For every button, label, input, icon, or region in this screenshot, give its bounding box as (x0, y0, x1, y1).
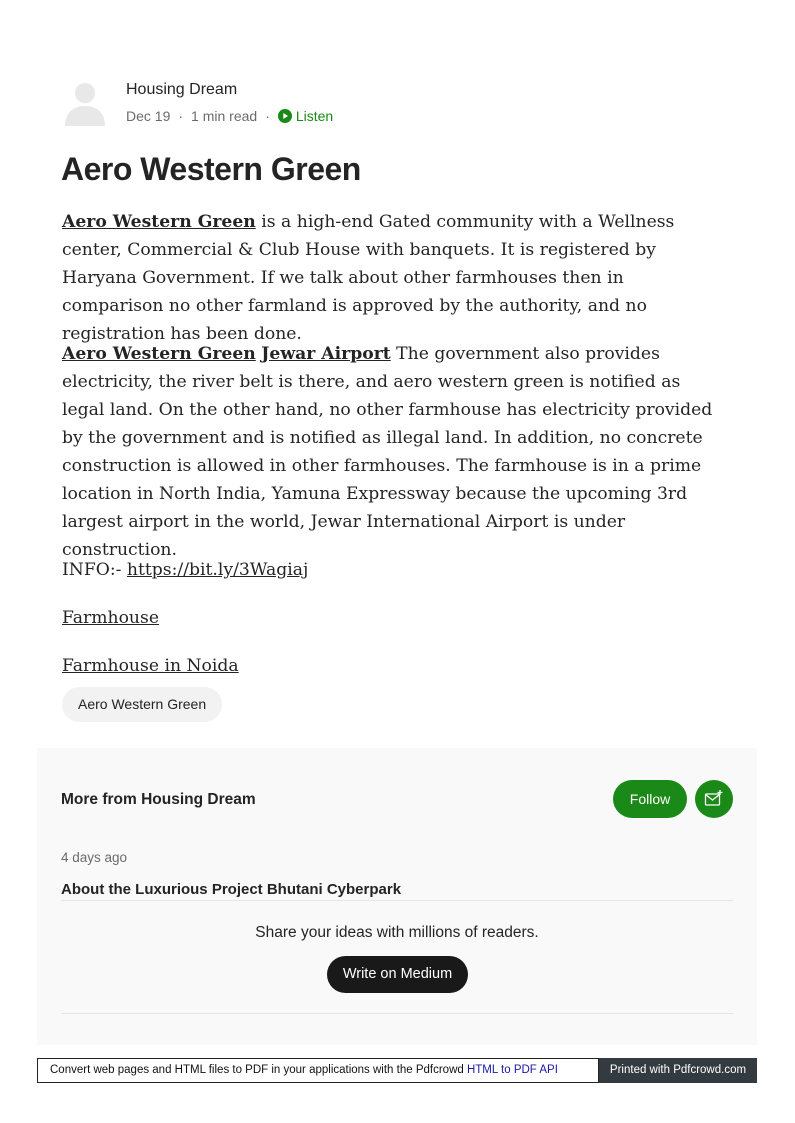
info-link[interactable]: https://bit.ly/3Wagiaj (126, 560, 309, 580)
subscribe-button[interactable] (695, 780, 733, 818)
paragraph-2-text: The government also provides electricity, the river belt is there, and aero western green is notified as legal land. On the other hand, no other farmhouse has electricity provided by the government and is notified as illegal land. In addition, no concrete construction is allowed in other farmhouses. The farmhouse is in a prime location in North India, Yamuna Expressway because the upcoming 3rd largest airport in the world, Jewar International Airport is under construction. (62, 344, 713, 560)
article-title: Aero Western Green (61, 151, 361, 187)
divider (61, 1013, 733, 1014)
share-prompt: Share your ideas with millions of readers. (255, 924, 539, 941)
more-from-title[interactable]: More from Housing Dream (61, 791, 256, 808)
post-title[interactable]: About the Luxurious Project Bhutani Cyberpark (61, 881, 402, 898)
info-label: INFO:- (62, 560, 127, 580)
author-header (62, 78, 462, 128)
footer-text: Convert web pages and HTML files to PDF in your applications with the Pdfcrowd (50, 1064, 467, 1076)
write-on-medium-button[interactable]: Write on Medium (327, 956, 468, 993)
listen-label: Listen (295, 108, 334, 124)
paragraph-1 (62, 208, 727, 348)
mail-plus-icon (704, 789, 724, 809)
pdfcrowd-footer (37, 1058, 757, 1083)
farmhouse-noida-line (62, 652, 727, 680)
farmhouse-link[interactable]: Farmhouse (62, 608, 159, 628)
listen-button[interactable] (278, 108, 333, 124)
farmhouse-noida-link[interactable]: Farmhouse in Noida (62, 656, 239, 676)
play-icon (278, 109, 292, 123)
follow-button[interactable]: Follow (613, 780, 687, 818)
post-date: 4 days ago (61, 850, 128, 865)
avatar[interactable] (62, 78, 108, 126)
info-line (62, 556, 727, 584)
post-date: Dec 19 (126, 108, 171, 124)
divider (61, 900, 733, 901)
footer-printed-with[interactable]: Printed with Pdfcrowd.com (599, 1058, 757, 1083)
post-meta (126, 108, 333, 124)
farmhouse-line (62, 604, 727, 632)
footer-banner (37, 1058, 599, 1083)
topic-tag[interactable]: Aero Western Green (62, 687, 222, 722)
paragraph-1-text: is a high-end Gated community with a Wellness center, Commercial & Club House with banquets. It is registered by Haryana Government. If we talk about other farmhouses then in comparison no other farmland is approved by the authority, and no registration has been done. (62, 212, 675, 344)
more-from-section (37, 748, 757, 1045)
aero-western-green-link[interactable]: Aero Western Green (62, 212, 256, 232)
read-time: 1 min read (191, 108, 258, 124)
meta-separator: · (178, 108, 184, 124)
footer-api-link[interactable]: HTML to PDF API (466, 1064, 558, 1076)
paragraph-2 (62, 340, 727, 564)
meta-separator: · (265, 108, 270, 124)
aero-western-green-link-2[interactable]: Aero Western Green (62, 344, 256, 364)
author-name[interactable]: Housing Dream (126, 81, 238, 98)
jewar-airport-link[interactable]: Jewar Airport (261, 344, 391, 364)
